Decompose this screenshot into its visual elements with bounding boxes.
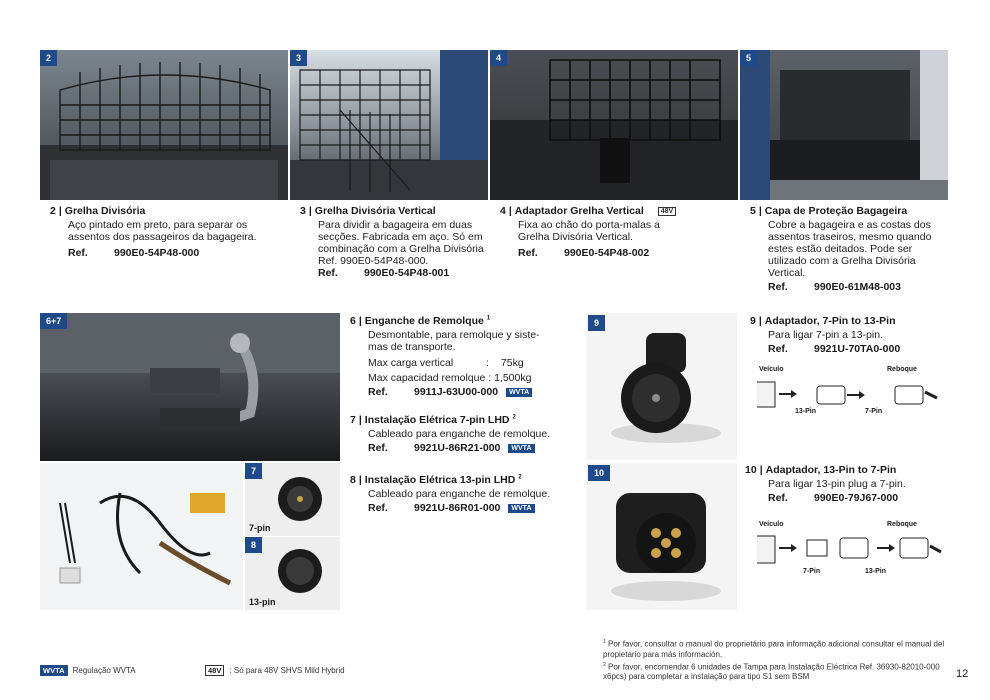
vertical-grille-illustration [290,50,488,200]
footnote-1: $^1$ Por favor, consultar o manual do proprietário para informação adicional consultar el manual del propietario para más información. [603,639,945,659]
connection-diagram [745,518,945,580]
wvta-tag: WVTA [506,388,532,397]
footer-wvta-legend [40,658,136,677]
wvta-tag: WVTA [508,504,534,513]
item-title: 6 | Enganche de Remolque $^1$ [350,315,491,327]
diagram-trailer-label: Reboque [887,366,917,373]
footnote-2: $^2$ Por favor, encomendar 6 unidades de Tampa para Instalação Eléctrica Ref. 36930-82010-000 x6pcs) para completar a instalação para tipo S1 sem BSM [603,661,940,682]
product-item-6 [350,315,580,398]
item-title: 9 | Adaptador, 7-Pin to 13-Pin [750,315,896,327]
item-title: 3 | Grelha Divisória Vertical [300,205,436,217]
item-badge: 9 [588,315,605,331]
spec-vertical-load: Max carga vertical : 75kg [368,357,524,369]
48v-tag: 48V [205,665,224,676]
photo-socket-13pin [245,537,340,610]
item-reference: Ref. 990E0-79J67-000 [768,492,899,504]
item-title: 8 | Instalação Elétrica 13-pin LHD $^2$ [350,474,522,486]
page-number: 12 [956,668,969,680]
wiring-kit-illustration [40,463,243,610]
item-title: 4 | Adaptador Grelha Vertical 48V [500,205,740,217]
product-item-4 [500,205,740,259]
boot-cover-illustration [740,50,948,200]
item-description: Cobre a bagageira e as costas dos assentos traseiros, mesmo quando estes estão deitados. Pode ser utilizado com a Grelha Divisória Vertical. [768,219,932,279]
diagram-pin-b: 13-Pin [865,568,887,575]
item-badge: 2 [40,50,57,66]
product-item-8 [350,474,580,514]
diagram-13-to-7 [745,518,945,580]
item-description: Para ligar 7-pin a 13-pin. [768,329,883,341]
item-description: Cableado para enganche de remolque. [368,428,551,440]
connection-diagram [745,362,945,422]
adapter-illustration [490,50,738,200]
product-item-3 [300,205,490,279]
footer-48v-legend [205,658,345,677]
wvta-tag: WVTA [40,665,68,676]
48v-legend-text: : Só para 48V SHVS Mild Hybrid [229,666,345,675]
48v-tag: 48V [658,207,676,216]
item-title: 10 | Adaptador, 13-Pin to 7-Pin [745,464,897,476]
product-item-10 [745,464,945,504]
item-reference: Ref. 9921U-86R21-000 WVTA [368,442,580,454]
item-description: Fixa ao chão do porta-malas a Grelha Divisória Vertical. [518,219,660,243]
adapter-7-13-illustration [586,313,737,460]
photo-grille-adapter [490,50,738,200]
diagram-7-to-13 [745,362,945,422]
item-title: 5 | Capa de Proteção Bagageira [750,205,908,217]
item-badge: 8 [245,537,262,553]
item-description: Aço pintado em preto, para separar os assentos dos passageiros da bagageira. [68,219,257,243]
photo-adapter-13-7 [586,463,737,610]
grille-illustration [40,50,288,200]
wvta-tag: WVTA [508,444,534,453]
photo-tow-bar [40,313,340,461]
tow-bar-illustration [40,313,340,461]
item-description: Para ligar 13-pin plug a 7-pin. [768,478,906,490]
item-reference: Ref. 9921U-86R01-000 WVTA [368,502,580,514]
spec-tow-capacity: Max capacidad remolque : 1,500kg [368,372,532,384]
diagram-trailer-label: Reboque [887,521,917,528]
item-title: 7 | Instalação Elétrica 7-pin LHD $^2$ [350,414,516,426]
item-reference: Ref. 9921U-70TA0-000 [768,343,901,355]
footnotes [603,637,948,682]
diagram-pin-b: 7-Pin [865,408,883,415]
item-reference: Ref. 990E0-54P48-000 [68,247,200,259]
item-badge: 4 [490,50,507,66]
item-reference: Ref. 9911J-63U00-000 WVTA [368,386,580,398]
diagram-pin-a: 7-Pin [803,568,821,575]
wvta-legend-text: Regulação WVTA [72,666,136,675]
item-badge: 7 [245,463,262,479]
item-badge: 10 [588,465,610,481]
item-badge: 5 [740,50,757,66]
product-item-7 [350,414,580,454]
product-item-9 [750,315,950,355]
diagram-vehicle-label: Veículo [759,366,784,373]
item-badge: 3 [290,50,307,66]
label-7pin: 7-pin [249,523,271,533]
item-title: 2 | Grelha Divisória [50,205,146,217]
item-description: Para dividir a bagageira em duas secções. Fabricada em aço. Só em combinação com a Grelha Divisória Ref. 990E0-54P48-000. [318,219,484,267]
photo-vertical-grille [290,50,488,200]
item-description: Desmontable, para remolque y siste- mas de transporte. [368,329,540,353]
photo-luggage-grille [40,50,288,200]
item-reference: Ref. 990E0-61M48-003 [768,281,901,293]
product-item-2 [50,205,280,259]
item-badge: 6+7 [40,313,67,329]
photo-boot-cover [740,50,948,200]
label-13pin: 13-pin [249,597,276,607]
adapter-13-7-illustration [586,463,737,610]
diagram-vehicle-label: Veículo [759,521,784,528]
product-item-5 [750,205,950,293]
photo-adapter-7-13 [586,313,737,460]
item-description: Cableado para enganche de remolque. [368,488,551,500]
diagram-pin-a: 13-Pin [795,408,817,415]
photo-wiring-kit [40,463,243,610]
photo-socket-7pin [245,463,340,536]
item-reference: Ref. 990E0-54P48-001 [318,267,450,279]
item-reference: Ref. 990E0-54P48-002 [518,247,650,259]
